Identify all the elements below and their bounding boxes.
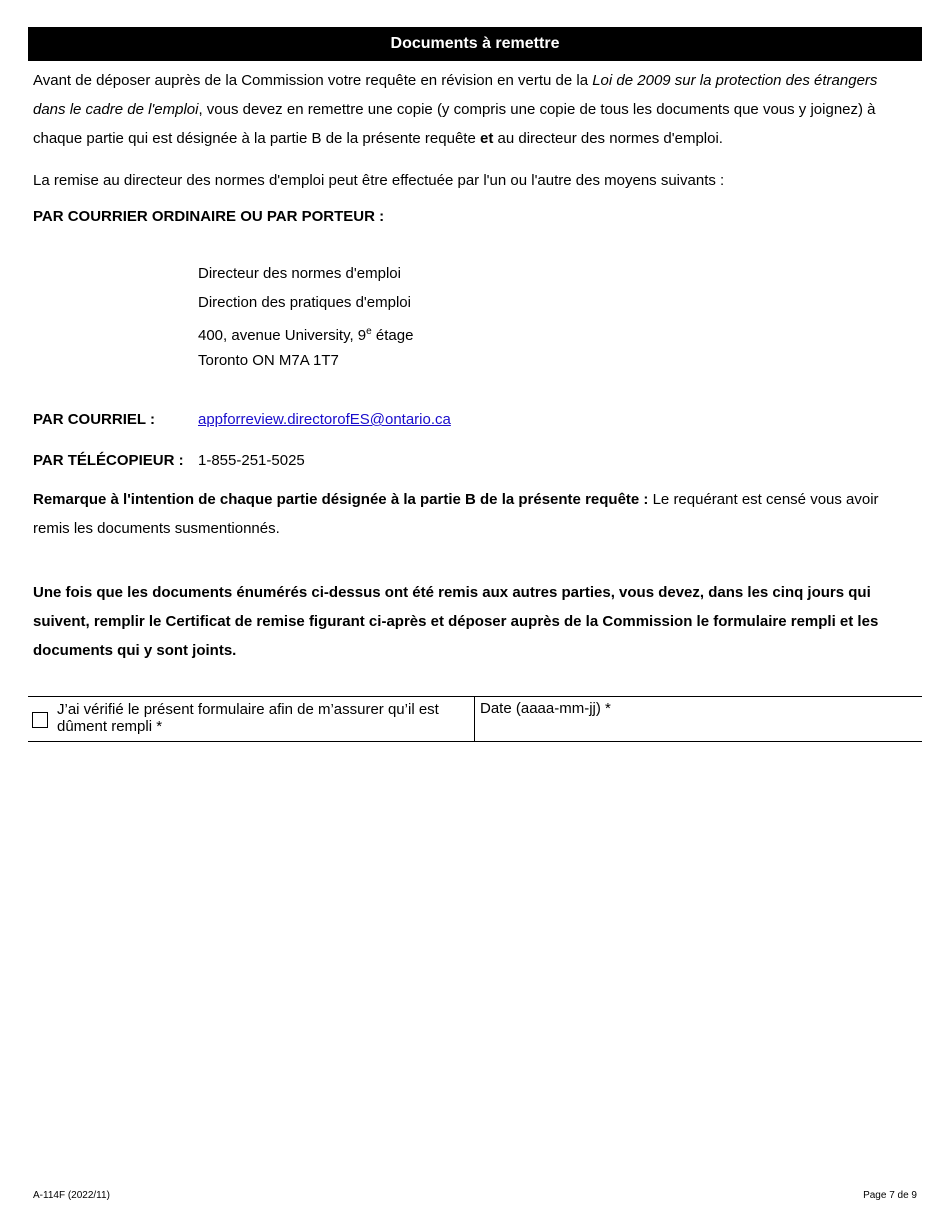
form-code: A-114F (2022/11) (33, 1190, 110, 1201)
intro-text-3: au directeur des normes d'emploi. (493, 130, 723, 147)
mailing-address (198, 259, 413, 375)
date-field[interactable] (475, 697, 922, 741)
fax-label: PAR TÉLÉCOPIEUR : (33, 452, 184, 469)
address-floor: étage (371, 327, 414, 344)
instruction-paragraph: Une fois que les documents énumérés ci-dessus ont été remis aux autres parties, vous devez, dans les cinq jours qui suivent, remplir le Certificat de remise figurant ci-après et déposer auprès de la Commission le formulaire rempli et les documents qui y sont joints. (33, 584, 879, 659)
note-paragraph (33, 485, 913, 543)
verification-label: J’ai vérifié le présent formulaire afin de m’assurer qu’il est dûment rempli * (57, 701, 439, 735)
email-label: PAR COURRIEL : (33, 411, 155, 428)
note-bold: Remarque à l'intention de chaque partie désignée à la partie B de la présente requête : (33, 491, 649, 508)
certification-table (28, 696, 922, 742)
methods-intro: La remise au directeur des normes d'emploi peut être effectuée par l'un ou l'autre des moyens suivants : (33, 172, 725, 189)
verification-cell (28, 697, 475, 741)
intro-bold: et (479, 130, 494, 147)
address-line-2: Direction des pratiques d'emploi (198, 294, 411, 311)
address-floor-sup: e (366, 326, 372, 337)
note-text: Le requérant est censé vous avoir remis les documents susmentionnés. (33, 491, 879, 537)
fax-value: 1-855-251-5025 (198, 452, 305, 469)
address-line-4: Toronto ON M7A 1T7 (198, 352, 339, 369)
mail-heading: PAR COURRIER ORDINAIRE OU PAR PORTEUR : (33, 208, 385, 225)
intro-text-1: Avant de déposer auprès de la Commission votre requête en révision en vertu de la (33, 72, 593, 89)
page-number: Page 7 de 9 (863, 1190, 917, 1201)
email-link[interactable]: appforreview.directorofES@ontario.ca (198, 411, 451, 428)
verification-checkbox[interactable] (32, 712, 48, 728)
address-line-3 (198, 317, 413, 346)
intro-text-2: , vous devez en remettre une copie (y compris une copie de tous les documents que vous y joignez) à chaque partie qui est désignée à la partie B de la présente requête (33, 101, 876, 147)
law-title: Loi de 2009 sur la protection des étrangers dans le cadre de l'emploi (33, 72, 878, 118)
intro-paragraph (33, 66, 913, 153)
date-label: Date (aaaa-mm-jj) * (480, 700, 611, 717)
address-line-1: Directeur des normes d'emploi (198, 265, 401, 282)
section-header (28, 27, 922, 61)
address-street: 400, avenue University, 9 (198, 327, 367, 344)
email-value-wrap (198, 411, 451, 428)
section-title: Documents à remettre (390, 35, 560, 52)
